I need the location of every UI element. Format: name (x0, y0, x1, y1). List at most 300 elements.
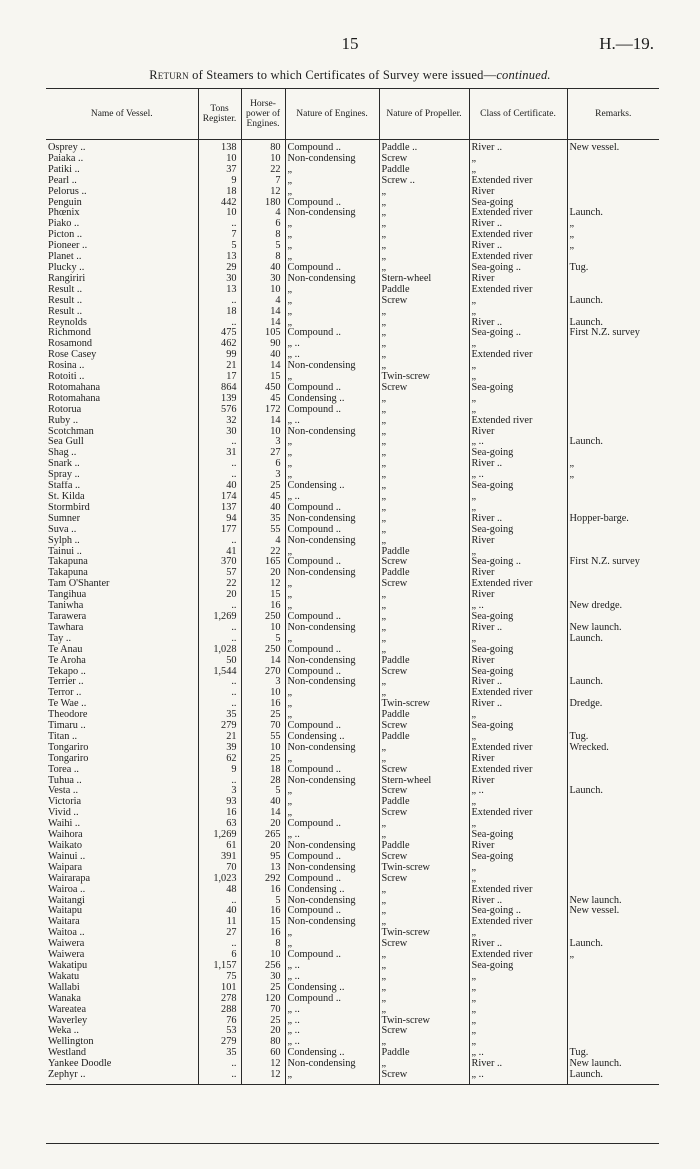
propeller-nature-cell: Screw (379, 874, 469, 885)
certificate-class-cell: „ (469, 1016, 567, 1027)
engine-nature-cell: „ (285, 318, 379, 329)
horse-power-cell: 40 (241, 350, 285, 361)
engine-nature-cell: „ .. (285, 1037, 379, 1048)
remarks-cell: Launch. (567, 318, 659, 329)
remarks-cell (567, 416, 659, 427)
tons-register-cell: 3 (198, 786, 241, 797)
table-row (46, 187, 659, 198)
remarks-cell (567, 536, 659, 547)
certificate-class-cell: „ .. (469, 1070, 567, 1084)
table-row (46, 874, 659, 885)
tons-register-cell: 41 (198, 547, 241, 558)
propeller-nature-cell: Paddle (379, 710, 469, 721)
header-row (46, 89, 659, 140)
engine-nature-cell: „ (285, 928, 379, 939)
remarks-cell (567, 525, 659, 536)
certificate-class-cell: Extended river (469, 808, 567, 819)
table-row (46, 547, 659, 558)
certificate-class-cell: „ .. (469, 437, 567, 448)
certificate-class-cell: Sea-going (469, 612, 567, 623)
remarks-cell: New dredge. (567, 601, 659, 612)
table-row (46, 732, 659, 743)
remarks-cell (567, 797, 659, 808)
engine-nature-cell: Non-condensing (285, 677, 379, 688)
engine-nature-cell: „ (285, 797, 379, 808)
horse-power-cell: 10 (241, 623, 285, 634)
propeller-nature-cell: „ (379, 623, 469, 634)
certificate-class-cell: Sea-going (469, 721, 567, 732)
remarks-cell: „ (567, 470, 659, 481)
remarks-cell: New launch. (567, 623, 659, 634)
remarks-cell (567, 372, 659, 383)
horse-power-cell: 13 (241, 863, 285, 874)
certificate-class-cell: River (469, 776, 567, 787)
propeller-nature-cell: „ (379, 601, 469, 612)
horse-power-cell: 4 (241, 536, 285, 547)
engine-nature-cell: „ .. (285, 492, 379, 503)
vessel-name-cell: Rangiriri (48, 273, 86, 284)
horse-power-cell: 30 (241, 972, 285, 983)
remarks-cell: Launch. (567, 437, 659, 448)
vessel-name-cell: Richmond (48, 328, 91, 339)
tons-register-cell: .. (198, 296, 241, 307)
vessel-name-cell: Vesta .. (48, 786, 79, 797)
title-continued: continued. (496, 68, 551, 82)
propeller-nature-cell: Screw (379, 383, 469, 394)
remarks-cell (567, 819, 659, 830)
horse-power-cell: 3 (241, 470, 285, 481)
certificate-class-cell: Extended river (469, 885, 567, 896)
horse-power-cell: 12 (241, 579, 285, 590)
certificate-class-cell: Extended river (469, 743, 567, 754)
vessel-name-cell: Rotorua (48, 404, 82, 415)
horse-power-cell: 20 (241, 819, 285, 830)
table-row (46, 590, 659, 601)
remarks-cell (567, 165, 659, 176)
certificate-class-cell: „ (469, 154, 567, 165)
vessel-name-cell: Rotoiti .. (48, 372, 85, 383)
tons-register-cell: 62 (198, 754, 241, 765)
horse-power-cell: 5 (241, 634, 285, 645)
certificate-class-cell: River (469, 590, 567, 601)
remarks-cell (567, 285, 659, 296)
horse-power-cell: 5 (241, 241, 285, 252)
vessel-name-cell: Victoria (48, 797, 82, 808)
tons-register-cell: 1,269 (198, 830, 241, 841)
vessel-name-cell: Result .. (48, 295, 83, 306)
vessel-name-cell: Westland (48, 1048, 87, 1059)
title-lead: Return (149, 68, 189, 82)
vessel-name-cell: Titan .. (48, 731, 78, 742)
table-row (46, 721, 659, 732)
page-header (0, 34, 700, 56)
engine-nature-cell: Compound .. (285, 667, 379, 678)
vessel-name-cell: Sumner (48, 513, 81, 524)
vessel-name-cell: Terrier .. (48, 677, 84, 688)
table-row (46, 710, 659, 721)
certificate-class-cell: River .. (469, 896, 567, 907)
vessel-name-cell: Vivid .. (48, 808, 79, 819)
remarks-cell (567, 928, 659, 939)
certificate-class-cell: River .. (469, 514, 567, 525)
table-body (46, 140, 659, 1085)
remarks-cell: Hopper-barge. (567, 514, 659, 525)
certificate-class-cell: River .. (469, 623, 567, 634)
certificate-class-cell: „ (469, 994, 567, 1005)
propeller-nature-cell: „ (379, 754, 469, 765)
certificate-class-cell: River .. (469, 459, 567, 470)
remarks-cell: Launch. (567, 1070, 659, 1084)
tons-register-cell: 442 (198, 198, 241, 209)
horse-power-cell: 16 (241, 906, 285, 917)
table-row (46, 961, 659, 972)
certificate-class-cell: „ (469, 1026, 567, 1037)
remarks-cell (567, 885, 659, 896)
tons-register-cell: 30 (198, 274, 241, 285)
remarks-cell: „ (567, 230, 659, 241)
vessel-name-cell: Waitara (48, 917, 80, 928)
certificate-class-cell: Extended river (469, 285, 567, 296)
remarks-cell: Launch. (567, 677, 659, 688)
certificate-class-cell: River (469, 754, 567, 765)
table-row (46, 645, 659, 656)
certificate-class-cell: Sea-going (469, 198, 567, 209)
col-header-horsepower: Horse-power of Engines. (241, 89, 285, 140)
remarks-cell (567, 1016, 659, 1027)
vessel-name-cell: Takapuna (48, 557, 88, 568)
engine-nature-cell: Compound .. (285, 765, 379, 776)
remarks-cell (567, 492, 659, 503)
vessel-name-cell: Planet .. (48, 252, 82, 263)
bottom-rule (46, 1143, 659, 1144)
propeller-nature-cell: Stern-wheel (379, 274, 469, 285)
title-text: of Steamers to which Certificates of Survey were issued— (188, 68, 497, 82)
table-row (46, 688, 659, 699)
horse-power-cell: 14 (241, 318, 285, 329)
tons-register-cell: 288 (198, 1005, 241, 1016)
horse-power-cell: 172 (241, 405, 285, 416)
horse-power-cell: 3 (241, 677, 285, 688)
propeller-nature-cell: „ (379, 972, 469, 983)
vessel-name-cell: Rosina .. (48, 361, 85, 372)
certificate-class-cell: Extended river (469, 917, 567, 928)
horse-power-cell: 10 (241, 285, 285, 296)
engine-nature-cell: Compound .. (285, 503, 379, 514)
remarks-cell: New vessel. (567, 906, 659, 917)
engine-nature-cell: „ (285, 252, 379, 263)
horse-power-cell: 292 (241, 874, 285, 885)
vessel-name-cell: Tongariro (48, 753, 89, 764)
remarks-cell (567, 448, 659, 459)
horse-power-cell: 10 (241, 743, 285, 754)
propeller-nature-cell: „ (379, 1037, 469, 1048)
engine-nature-cell: Non-condensing (285, 427, 379, 438)
table-row (46, 296, 659, 307)
engine-nature-cell: „ .. (285, 1026, 379, 1037)
vessel-name-cell: Pioneer .. (48, 241, 88, 252)
table-row (46, 906, 659, 917)
propeller-nature-cell: „ (379, 917, 469, 928)
tons-register-cell: 22 (198, 579, 241, 590)
table-row (46, 1005, 659, 1016)
vessel-name-cell: Plucky .. (48, 262, 85, 273)
vessel-name-cell: Shag .. (48, 448, 77, 459)
horse-power-cell: 30 (241, 274, 285, 285)
horse-power-cell: 55 (241, 732, 285, 743)
tons-register-cell: .. (198, 470, 241, 481)
engine-nature-cell: Compound .. (285, 994, 379, 1005)
tons-register-cell: 17 (198, 372, 241, 383)
engine-nature-cell: Condensing .. (285, 983, 379, 994)
certificate-class-cell: „ .. (469, 601, 567, 612)
table-row (46, 743, 659, 754)
certificate-class-cell: River (469, 536, 567, 547)
tons-register-cell: .. (198, 318, 241, 329)
propeller-nature-cell: „ (379, 448, 469, 459)
tons-register-cell: 7 (198, 230, 241, 241)
remarks-cell (567, 1026, 659, 1037)
table-row (46, 285, 659, 296)
engine-nature-cell: Compound .. (285, 383, 379, 394)
remarks-cell (567, 994, 659, 1005)
propeller-nature-cell: „ (379, 950, 469, 961)
remarks-cell (567, 579, 659, 590)
certificate-class-cell: Sea-going .. (469, 263, 567, 274)
horse-power-cell: 450 (241, 383, 285, 394)
certificate-class-cell: „ (469, 547, 567, 558)
table-row (46, 198, 659, 209)
certificate-class-cell: „ (469, 296, 567, 307)
horse-power-cell: 16 (241, 928, 285, 939)
vessel-name-cell: Weka .. (48, 1026, 79, 1037)
certificate-class-cell: Sea-going (469, 961, 567, 972)
tons-register-cell: 27 (198, 928, 241, 939)
tons-register-cell: 48 (198, 885, 241, 896)
table-row (46, 241, 659, 252)
engine-nature-cell: Non-condensing (285, 568, 379, 579)
tons-register-cell: 39 (198, 743, 241, 754)
propeller-nature-cell: Screw (379, 557, 469, 568)
engine-nature-cell: Compound .. (285, 557, 379, 568)
propeller-nature-cell: „ (379, 994, 469, 1005)
tons-register-cell: 13 (198, 252, 241, 263)
vessel-name-cell: Tay .. (48, 633, 72, 644)
vessel-name-cell: Waitapu (48, 906, 83, 917)
table-row (46, 416, 659, 427)
tons-register-cell: 1,023 (198, 874, 241, 885)
tons-register-cell: 10 (198, 154, 241, 165)
vessel-name-cell: Te Aroha (48, 655, 86, 666)
certificate-class-cell: „ (469, 372, 567, 383)
certificate-class-cell: Sea-going .. (469, 557, 567, 568)
propeller-nature-cell: „ (379, 219, 469, 230)
table-row (46, 819, 659, 830)
engine-nature-cell: „ (285, 601, 379, 612)
engine-nature-cell: „ .. (285, 1016, 379, 1027)
horse-power-cell: 40 (241, 503, 285, 514)
tons-register-cell: 70 (198, 863, 241, 874)
vessel-name-cell: Reynolds (48, 317, 87, 328)
horse-power-cell: 6 (241, 219, 285, 230)
horse-power-cell: 25 (241, 983, 285, 994)
propeller-nature-cell: „ (379, 590, 469, 601)
certificate-class-cell: River (469, 841, 567, 852)
certificate-class-cell: River (469, 656, 567, 667)
remarks-cell: Launch. (567, 634, 659, 645)
engine-nature-cell: Non-condensing (285, 1059, 379, 1070)
tons-register-cell: 76 (198, 1016, 241, 1027)
certificate-class-cell: „ (469, 863, 567, 874)
horse-power-cell: 265 (241, 830, 285, 841)
engine-nature-cell: „ .. (285, 972, 379, 983)
propeller-nature-cell: „ (379, 252, 469, 263)
propeller-nature-cell: „ (379, 470, 469, 481)
tons-register-cell: 30 (198, 427, 241, 438)
horse-power-cell: 70 (241, 1005, 285, 1016)
horse-power-cell: 16 (241, 885, 285, 896)
propeller-nature-cell: „ (379, 437, 469, 448)
propeller-nature-cell: Paddle (379, 165, 469, 176)
vessel-name-cell: Wainui .. (48, 851, 86, 862)
tons-register-cell: .. (198, 623, 241, 634)
propeller-nature-cell: Twin-screw (379, 1016, 469, 1027)
remarks-cell (567, 1037, 659, 1048)
remarks-cell (567, 830, 659, 841)
certificate-class-cell: „ (469, 972, 567, 983)
tons-register-cell: 9 (198, 176, 241, 187)
vessel-name-cell: Waihi .. (48, 819, 81, 830)
table-row (46, 568, 659, 579)
table-row (46, 140, 659, 154)
vessel-name-cell: Waipara (48, 862, 83, 873)
tons-register-cell: .. (198, 437, 241, 448)
remarks-cell: Launch. (567, 296, 659, 307)
remarks-cell: „ (567, 459, 659, 470)
horse-power-cell: 12 (241, 1070, 285, 1084)
horse-power-cell: 12 (241, 187, 285, 198)
certificate-class-cell: River .. (469, 318, 567, 329)
horse-power-cell: 20 (241, 1026, 285, 1037)
propeller-nature-cell: „ (379, 459, 469, 470)
table-row (46, 252, 659, 263)
table-row (46, 328, 659, 339)
vessel-name-cell: Tainui .. (48, 546, 82, 557)
horse-power-cell: 20 (241, 841, 285, 852)
horse-power-cell: 12 (241, 1059, 285, 1070)
engine-nature-cell: Compound .. (285, 525, 379, 536)
table-row (46, 525, 659, 536)
engine-nature-cell: Non-condensing (285, 208, 379, 219)
page-number: 15 (341, 34, 359, 53)
tons-register-cell: 93 (198, 797, 241, 808)
engine-nature-cell: Compound .. (285, 906, 379, 917)
certificate-class-cell: River (469, 427, 567, 438)
remarks-cell: „ (567, 950, 659, 961)
engine-nature-cell: Condensing .. (285, 885, 379, 896)
horse-power-cell: 14 (241, 361, 285, 372)
engine-nature-cell: Condensing .. (285, 394, 379, 405)
table-row (46, 797, 659, 808)
vessel-name-cell: Waikato (48, 841, 83, 851)
engine-nature-cell: „ .. (285, 416, 379, 427)
remarks-cell (567, 841, 659, 852)
vessel-name-cell: St. Kilda (48, 492, 85, 502)
remarks-cell (567, 252, 659, 263)
tons-register-cell: 99 (198, 350, 241, 361)
propeller-nature-cell: „ (379, 307, 469, 318)
table-row (46, 656, 659, 667)
vessel-name-cell: Tongariro (48, 742, 89, 753)
certificate-class-cell: River .. (469, 219, 567, 230)
table-row (46, 830, 659, 841)
tons-register-cell: 475 (198, 328, 241, 339)
table-row (46, 885, 659, 896)
table-row (46, 307, 659, 318)
engine-nature-cell: Non-condensing (285, 623, 379, 634)
engine-nature-cell: „ (285, 459, 379, 470)
tons-register-cell: 53 (198, 1026, 241, 1037)
propeller-nature-cell: „ (379, 263, 469, 274)
table-row (46, 230, 659, 241)
horse-power-cell: 5 (241, 786, 285, 797)
horse-power-cell: 4 (241, 208, 285, 219)
engine-nature-cell: „ (285, 470, 379, 481)
horse-power-cell: 250 (241, 612, 285, 623)
engine-nature-cell: „ (285, 754, 379, 765)
table-row (46, 557, 659, 568)
propeller-nature-cell: Twin-screw (379, 372, 469, 383)
tons-register-cell: 1,028 (198, 645, 241, 656)
propeller-nature-cell: „ (379, 339, 469, 350)
vessel-name-cell: Stormbird (48, 502, 90, 513)
engine-nature-cell: „ (285, 241, 379, 252)
remarks-cell (567, 274, 659, 285)
engine-nature-cell: Non-condensing (285, 656, 379, 667)
certificate-class-cell: „ (469, 1037, 567, 1048)
tons-register-cell: 1,269 (198, 612, 241, 623)
table-row (46, 983, 659, 994)
vessel-name-cell: Tam O'Shanter (48, 579, 110, 590)
tons-register-cell: 61 (198, 841, 241, 852)
remarks-cell (567, 361, 659, 372)
table-row (46, 841, 659, 852)
tons-register-cell: 32 (198, 416, 241, 427)
propeller-nature-cell: „ (379, 318, 469, 329)
table-row (46, 1026, 659, 1037)
tons-register-cell: 174 (198, 492, 241, 503)
table-row (46, 154, 659, 165)
vessel-name-cell: Torea .. (48, 764, 80, 775)
steamers-table (46, 88, 659, 1085)
propeller-nature-cell: Screw (379, 1026, 469, 1037)
horse-power-cell: 60 (241, 1048, 285, 1059)
certificate-class-cell: „ (469, 928, 567, 939)
propeller-nature-cell: Screw (379, 939, 469, 950)
certificate-class-cell: River (469, 274, 567, 285)
tons-register-cell: 29 (198, 263, 241, 274)
remarks-cell: New launch. (567, 896, 659, 907)
vessel-name-cell: Sylph .. (48, 535, 80, 546)
certificate-class-cell: „ (469, 819, 567, 830)
table-row (46, 405, 659, 416)
remarks-cell (567, 427, 659, 438)
tons-register-cell: 57 (198, 568, 241, 579)
remarks-cell: First N.Z. survey (567, 557, 659, 568)
tons-register-cell: .. (198, 776, 241, 787)
engine-nature-cell: „ (285, 285, 379, 296)
table-row (46, 437, 659, 448)
engine-nature-cell: Non-condensing (285, 896, 379, 907)
